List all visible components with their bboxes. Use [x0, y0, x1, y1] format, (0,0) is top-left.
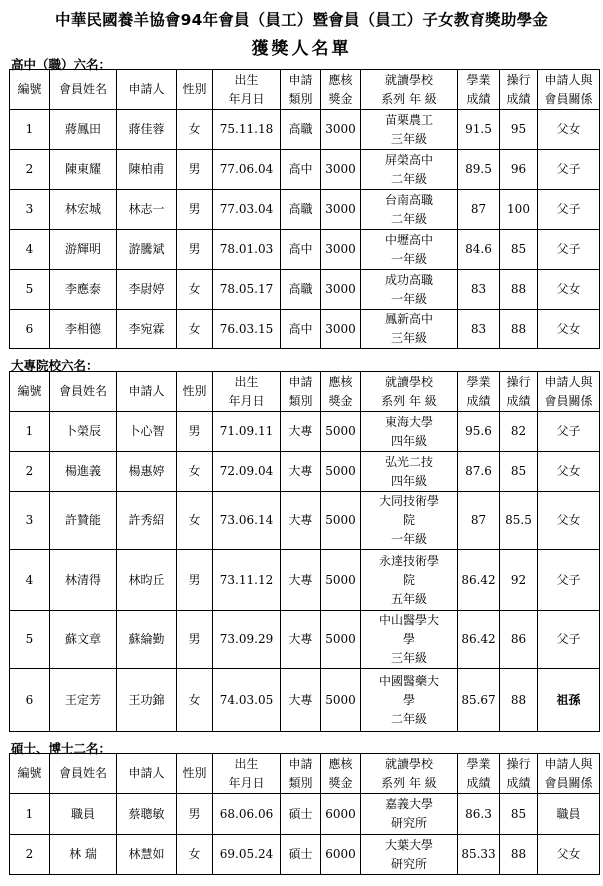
- row-number: 3: [10, 190, 50, 230]
- header-text: 操行: [506, 756, 531, 771]
- row-number: 4: [10, 550, 50, 611]
- conduct-score: 88: [500, 669, 538, 732]
- school-line: 成功高職: [384, 272, 433, 287]
- relation: 祖孫: [538, 669, 600, 732]
- header-text: 獎金: [328, 775, 353, 790]
- header-text: 類別: [288, 775, 313, 790]
- header-text: 會員姓名: [58, 384, 107, 398]
- col-academic-score-header: [458, 70, 500, 110]
- header-text: 成績: [466, 775, 491, 790]
- school-line: 一年級: [390, 251, 427, 266]
- header-text: 學業: [466, 72, 491, 87]
- school-grade: [361, 190, 458, 230]
- academic-score: 85.67: [458, 669, 500, 732]
- col-member-name-header: [50, 372, 117, 412]
- relation: 父女: [538, 835, 600, 875]
- academic-score: 87: [458, 190, 500, 230]
- member-name: 陳東耀: [50, 150, 117, 190]
- header-text: 申請: [288, 72, 313, 87]
- header-text: 成績: [506, 393, 531, 408]
- header-text: 出生: [234, 756, 259, 771]
- conduct-score: 88: [500, 310, 538, 349]
- col-type-header: [281, 70, 321, 110]
- conduct-score: 85: [500, 230, 538, 270]
- school-line: 四年級: [390, 433, 427, 448]
- header-text: 類別: [288, 393, 313, 408]
- school-grade: [361, 310, 458, 349]
- header-text: 編號: [17, 82, 42, 96]
- table-row: [10, 669, 600, 732]
- applicant-name: 游騰斌: [117, 230, 177, 270]
- header-text: 就讀學校: [384, 72, 433, 87]
- col-number-header: [10, 70, 50, 110]
- header-text: 類別: [288, 91, 313, 106]
- col-academic-score-header: [458, 372, 500, 412]
- table-row: [10, 412, 600, 452]
- application-type: 高職: [281, 110, 321, 150]
- relation: 父子: [538, 550, 600, 611]
- award-amount: 5000: [321, 412, 361, 452]
- header-text: 申請: [288, 374, 313, 389]
- section-heading: 碩士、博士二名：: [11, 741, 112, 756]
- birthdate: 76.03.15: [213, 310, 281, 349]
- header-text: 會員姓名: [58, 82, 107, 96]
- school-grade: [361, 230, 458, 270]
- col-conduct-score-header: [500, 70, 538, 110]
- col-birthdate-header: [213, 70, 281, 110]
- header-text: 獎金: [328, 91, 353, 106]
- award-table: [9, 69, 600, 349]
- birthdate: 77.03.04: [213, 190, 281, 230]
- applicant-name: 林慧如: [117, 835, 177, 875]
- header-text: 成績: [506, 775, 531, 790]
- birthdate: 71.09.11: [213, 412, 281, 452]
- award-amount: 5000: [321, 452, 361, 492]
- header-text: 申請人與: [544, 374, 593, 389]
- school-grade: [361, 110, 458, 150]
- col-gender-header: [177, 372, 213, 412]
- school-line: 院: [402, 513, 415, 527]
- application-type: 碩士: [281, 835, 321, 875]
- table-row: [10, 452, 600, 492]
- academic-score: 87: [458, 492, 500, 550]
- conduct-score: 96: [500, 150, 538, 190]
- birthdate: 73.09.29: [213, 611, 281, 669]
- row-number: 2: [10, 150, 50, 190]
- header-text: 應核: [328, 72, 353, 87]
- col-member-name-header: [50, 754, 117, 794]
- row-number: 1: [10, 412, 50, 452]
- member-name: 蘇文章: [50, 611, 117, 669]
- member-name: 王定芳: [50, 669, 117, 732]
- row-number: 1: [10, 794, 50, 835]
- applicant-name: 許秀紹: [117, 492, 177, 550]
- application-type: 高職: [281, 190, 321, 230]
- section-heading: 大專院校六名：: [11, 358, 99, 373]
- header-text: 出生: [234, 72, 259, 87]
- conduct-score: 92: [500, 550, 538, 611]
- col-number-header: [10, 372, 50, 412]
- table-row: [10, 110, 600, 150]
- school-line: 大同技術學: [378, 494, 439, 508]
- relation: 父女: [538, 452, 600, 492]
- school-grade: [361, 150, 458, 190]
- school-grade: [361, 550, 458, 611]
- gender: 男: [177, 794, 213, 835]
- col-amount-header: [321, 754, 361, 794]
- school-line: 屏榮高中: [384, 152, 433, 167]
- gender: 男: [177, 190, 213, 230]
- member-name: 李相德: [50, 310, 117, 349]
- application-type: 碩士: [281, 794, 321, 835]
- header-text: 申請人與: [544, 72, 593, 87]
- application-type: 大專: [281, 669, 321, 732]
- member-name: 職員: [50, 794, 117, 835]
- school-line: 學: [402, 692, 415, 707]
- application-type: 大專: [281, 492, 321, 550]
- application-type: 高中: [281, 150, 321, 190]
- applicant-name: 陳柏甫: [117, 150, 177, 190]
- member-name: 卜榮辰: [50, 412, 117, 452]
- award-amount: 3000: [321, 230, 361, 270]
- col-applicant-header: [117, 70, 177, 110]
- school-line: 四年級: [390, 473, 427, 488]
- school-line: 弘光二技: [384, 454, 433, 469]
- header-text: 年月日: [228, 393, 265, 408]
- award-amount: 5000: [321, 492, 361, 550]
- header-text: 會員關係: [544, 91, 593, 106]
- header-text: 性別: [182, 384, 207, 398]
- col-conduct-score-header: [500, 372, 538, 412]
- table-row: [10, 270, 600, 310]
- award-amount: 3000: [321, 310, 361, 349]
- table-row: [10, 794, 600, 835]
- award-amount: 6000: [321, 835, 361, 875]
- birthdate: 68.06.06: [213, 794, 281, 835]
- application-type: 大專: [281, 550, 321, 611]
- row-number: 5: [10, 270, 50, 310]
- gender: 女: [177, 110, 213, 150]
- conduct-score: 95: [500, 110, 538, 150]
- table-row: [10, 190, 600, 230]
- table-row: [10, 550, 600, 611]
- header-text: 出生: [234, 374, 259, 389]
- school-line: 三年級: [390, 331, 427, 345]
- section-heading: 高中（職）六名：: [11, 57, 112, 72]
- award-amount: 3000: [321, 150, 361, 190]
- header-text: 系列 年 級: [381, 393, 437, 408]
- header-text: 性別: [182, 82, 207, 96]
- col-type-header: [281, 372, 321, 412]
- table-row: [10, 230, 600, 270]
- header-text: 編號: [17, 766, 42, 780]
- gender: 女: [177, 492, 213, 550]
- member-name: 林清得: [50, 550, 117, 611]
- award-amount: 3000: [321, 110, 361, 150]
- relation: 父女: [538, 310, 600, 349]
- application-type: 高職: [281, 270, 321, 310]
- application-type: 大專: [281, 611, 321, 669]
- table-row: [10, 611, 600, 669]
- school-line: 中國醫藥大: [378, 673, 439, 688]
- col-amount-header: [321, 70, 361, 110]
- school-line: 一年級: [390, 291, 427, 306]
- row-number: 4: [10, 230, 50, 270]
- award-amount: 6000: [321, 794, 361, 835]
- header-text: 申請人與: [544, 756, 593, 771]
- award-amount: 5000: [321, 669, 361, 732]
- table-header-row: [10, 70, 600, 110]
- member-name: 游輝明: [50, 230, 117, 270]
- school-grade: [361, 835, 458, 875]
- award-table: [9, 753, 600, 875]
- row-number: 1: [10, 110, 50, 150]
- academic-score: 83: [458, 310, 500, 349]
- award-amount: 3000: [321, 270, 361, 310]
- header-text: 就讀學校: [384, 756, 433, 771]
- academic-score: 86.42: [458, 550, 500, 611]
- member-name: 李應泰: [50, 270, 117, 310]
- applicant-name: 卜心智: [117, 412, 177, 452]
- school-grade: [361, 611, 458, 669]
- school-line: 嘉義大學: [384, 797, 433, 811]
- row-number: 6: [10, 310, 50, 349]
- header-text: 年月日: [228, 91, 265, 106]
- school-line: 永達技術學: [378, 553, 439, 568]
- conduct-score: 85: [500, 794, 538, 835]
- header-text: 會員關係: [544, 393, 593, 408]
- school-line: 二年級: [390, 711, 427, 726]
- row-number: 5: [10, 611, 50, 669]
- school-line: 鳳新高中: [384, 312, 433, 326]
- relation: 父子: [538, 190, 600, 230]
- birthdate: 69.05.24: [213, 835, 281, 875]
- applicant-name: 王功錦: [117, 669, 177, 732]
- conduct-score: 85: [500, 452, 538, 492]
- school-line: 東海大學: [384, 414, 433, 429]
- academic-score: 83: [458, 270, 500, 310]
- col-gender-header: [177, 754, 213, 794]
- applicant-name: 蔡聰敏: [117, 794, 177, 835]
- school-line: 二年級: [390, 171, 427, 186]
- header-text: 會員姓名: [58, 766, 107, 780]
- member-name: 林 瑞: [50, 835, 117, 875]
- col-applicant-header: [117, 754, 177, 794]
- header-text: 會員關係: [544, 775, 593, 790]
- row-number: 2: [10, 835, 50, 875]
- col-amount-header: [321, 372, 361, 412]
- relation: 父女: [538, 110, 600, 150]
- birthdate: 77.06.04: [213, 150, 281, 190]
- conduct-score: 88: [500, 835, 538, 875]
- header-text: 操行: [506, 72, 531, 87]
- applicant-name: 李尉婷: [117, 270, 177, 310]
- academic-score: 86.42: [458, 611, 500, 669]
- header-text: 應核: [328, 374, 353, 389]
- table-header-row: [10, 754, 600, 794]
- conduct-score: 100: [500, 190, 538, 230]
- conduct-score: 82: [500, 412, 538, 452]
- col-member-name-header: [50, 70, 117, 110]
- header-text: 學業: [466, 756, 491, 771]
- relation: 父子: [538, 412, 600, 452]
- col-academic-score-header: [458, 754, 500, 794]
- header-text: 性別: [182, 766, 207, 780]
- table-row: [10, 835, 600, 875]
- gender: 男: [177, 150, 213, 190]
- row-number: 6: [10, 669, 50, 732]
- birthdate: 78.05.17: [213, 270, 281, 310]
- header-text: 操行: [506, 374, 531, 389]
- header-text: 應核: [328, 756, 353, 771]
- col-number-header: [10, 754, 50, 794]
- school-line: 中壢高中: [384, 232, 433, 247]
- conduct-score: 86: [500, 611, 538, 669]
- birthdate: 74.03.05: [213, 669, 281, 732]
- gender: 男: [177, 611, 213, 669]
- school-line: 學: [402, 632, 415, 646]
- application-type: 高中: [281, 230, 321, 270]
- academic-score: 95.6: [458, 412, 500, 452]
- table-row: [10, 150, 600, 190]
- school-line: 二年級: [390, 211, 427, 226]
- conduct-score: 85.5: [500, 492, 538, 550]
- school-line: 三年級: [390, 651, 427, 665]
- applicant-name: 李宛霖: [117, 310, 177, 349]
- header-text: 申請人: [128, 766, 165, 780]
- application-type: 高中: [281, 310, 321, 349]
- conduct-score: 88: [500, 270, 538, 310]
- academic-score: 85.33: [458, 835, 500, 875]
- birthdate: 78.01.03: [213, 230, 281, 270]
- applicant-name: 林志一: [117, 190, 177, 230]
- gender: 男: [177, 230, 213, 270]
- application-type: 大專: [281, 412, 321, 452]
- gender: 男: [177, 412, 213, 452]
- header-text: 成績: [466, 393, 491, 408]
- school-line: 苗栗農工: [384, 112, 433, 127]
- header-text: 成績: [466, 91, 491, 106]
- relation: 父子: [538, 611, 600, 669]
- academic-score: 87.6: [458, 452, 500, 492]
- birthdate: 75.11.18: [213, 110, 281, 150]
- birthdate: 73.11.12: [213, 550, 281, 611]
- document-subtitle: 獲獎人名單: [251, 39, 352, 59]
- header-text: 學業: [466, 374, 491, 389]
- gender: 女: [177, 669, 213, 732]
- relation: 父女: [538, 492, 600, 550]
- school-line: 中山醫學大: [378, 613, 439, 627]
- relation: 父女: [538, 270, 600, 310]
- header-text: 年月日: [228, 775, 265, 790]
- header-text: 系列 年 級: [381, 775, 437, 790]
- header-text: 申請: [288, 756, 313, 771]
- school-line: 研究所: [390, 816, 427, 830]
- birthdate: 73.06.14: [213, 492, 281, 550]
- header-text: 申請人: [128, 82, 165, 96]
- row-number: 2: [10, 452, 50, 492]
- header-text: 編號: [17, 384, 42, 398]
- col-school-header: [361, 70, 458, 110]
- col-applicant-header: [117, 372, 177, 412]
- col-relation-header: [538, 754, 600, 794]
- school-line: 一年級: [390, 532, 427, 546]
- school-line: 台南高職: [384, 192, 433, 207]
- col-relation-header: [538, 70, 600, 110]
- gender: 女: [177, 452, 213, 492]
- document-title: 中華民國養羊協會94年會員（員工）暨會員（員工）子女教育獎助學金: [55, 11, 548, 29]
- school-grade: [361, 669, 458, 732]
- award-table: [9, 371, 600, 732]
- school-line: 五年級: [390, 591, 427, 606]
- col-school-header: [361, 372, 458, 412]
- member-name: 許贊能: [50, 492, 117, 550]
- award-amount: 5000: [321, 550, 361, 611]
- col-conduct-score-header: [500, 754, 538, 794]
- col-birthdate-header: [213, 754, 281, 794]
- applicant-name: 蔣佳蓉: [117, 110, 177, 150]
- header-text: 申請人: [128, 384, 165, 398]
- header-text: 成績: [506, 91, 531, 106]
- academic-score: 86.3: [458, 794, 500, 835]
- col-relation-header: [538, 372, 600, 412]
- table-row: [10, 492, 600, 550]
- col-gender-header: [177, 70, 213, 110]
- row-number: 3: [10, 492, 50, 550]
- applicant-name: 林昀丘: [117, 550, 177, 611]
- header-text: 就讀學校: [384, 374, 433, 389]
- relation: 父子: [538, 150, 600, 190]
- member-name: 蔣鳳田: [50, 110, 117, 150]
- school-grade: [361, 412, 458, 452]
- applicant-name: 蘇綸勤: [117, 611, 177, 669]
- school-grade: [361, 492, 458, 550]
- application-type: 大專: [281, 452, 321, 492]
- relation: 父子: [538, 230, 600, 270]
- gender: 女: [177, 310, 213, 349]
- birthdate: 72.09.04: [213, 452, 281, 492]
- school-line: 研究所: [390, 856, 427, 871]
- gender: 女: [177, 270, 213, 310]
- academic-score: 91.5: [458, 110, 500, 150]
- applicant-name: 楊惠婷: [117, 452, 177, 492]
- gender: 女: [177, 835, 213, 875]
- school-grade: [361, 794, 458, 835]
- school-grade: [361, 452, 458, 492]
- header-text: 獎金: [328, 393, 353, 408]
- gender: 男: [177, 550, 213, 611]
- school-line: 三年級: [390, 131, 427, 146]
- col-type-header: [281, 754, 321, 794]
- member-name: 楊進義: [50, 452, 117, 492]
- header-text: 系列 年 級: [381, 91, 437, 106]
- school-grade: [361, 270, 458, 310]
- school-line: 大葉大學: [384, 837, 433, 852]
- academic-score: 84.6: [458, 230, 500, 270]
- member-name: 林宏城: [50, 190, 117, 230]
- award-amount: 5000: [321, 611, 361, 669]
- school-line: 院: [402, 572, 415, 587]
- relation: 職員: [538, 794, 600, 835]
- col-birthdate-header: [213, 372, 281, 412]
- table-header-row: [10, 372, 600, 412]
- award-amount: 3000: [321, 190, 361, 230]
- col-school-header: [361, 754, 458, 794]
- academic-score: 89.5: [458, 150, 500, 190]
- table-row: [10, 310, 600, 349]
